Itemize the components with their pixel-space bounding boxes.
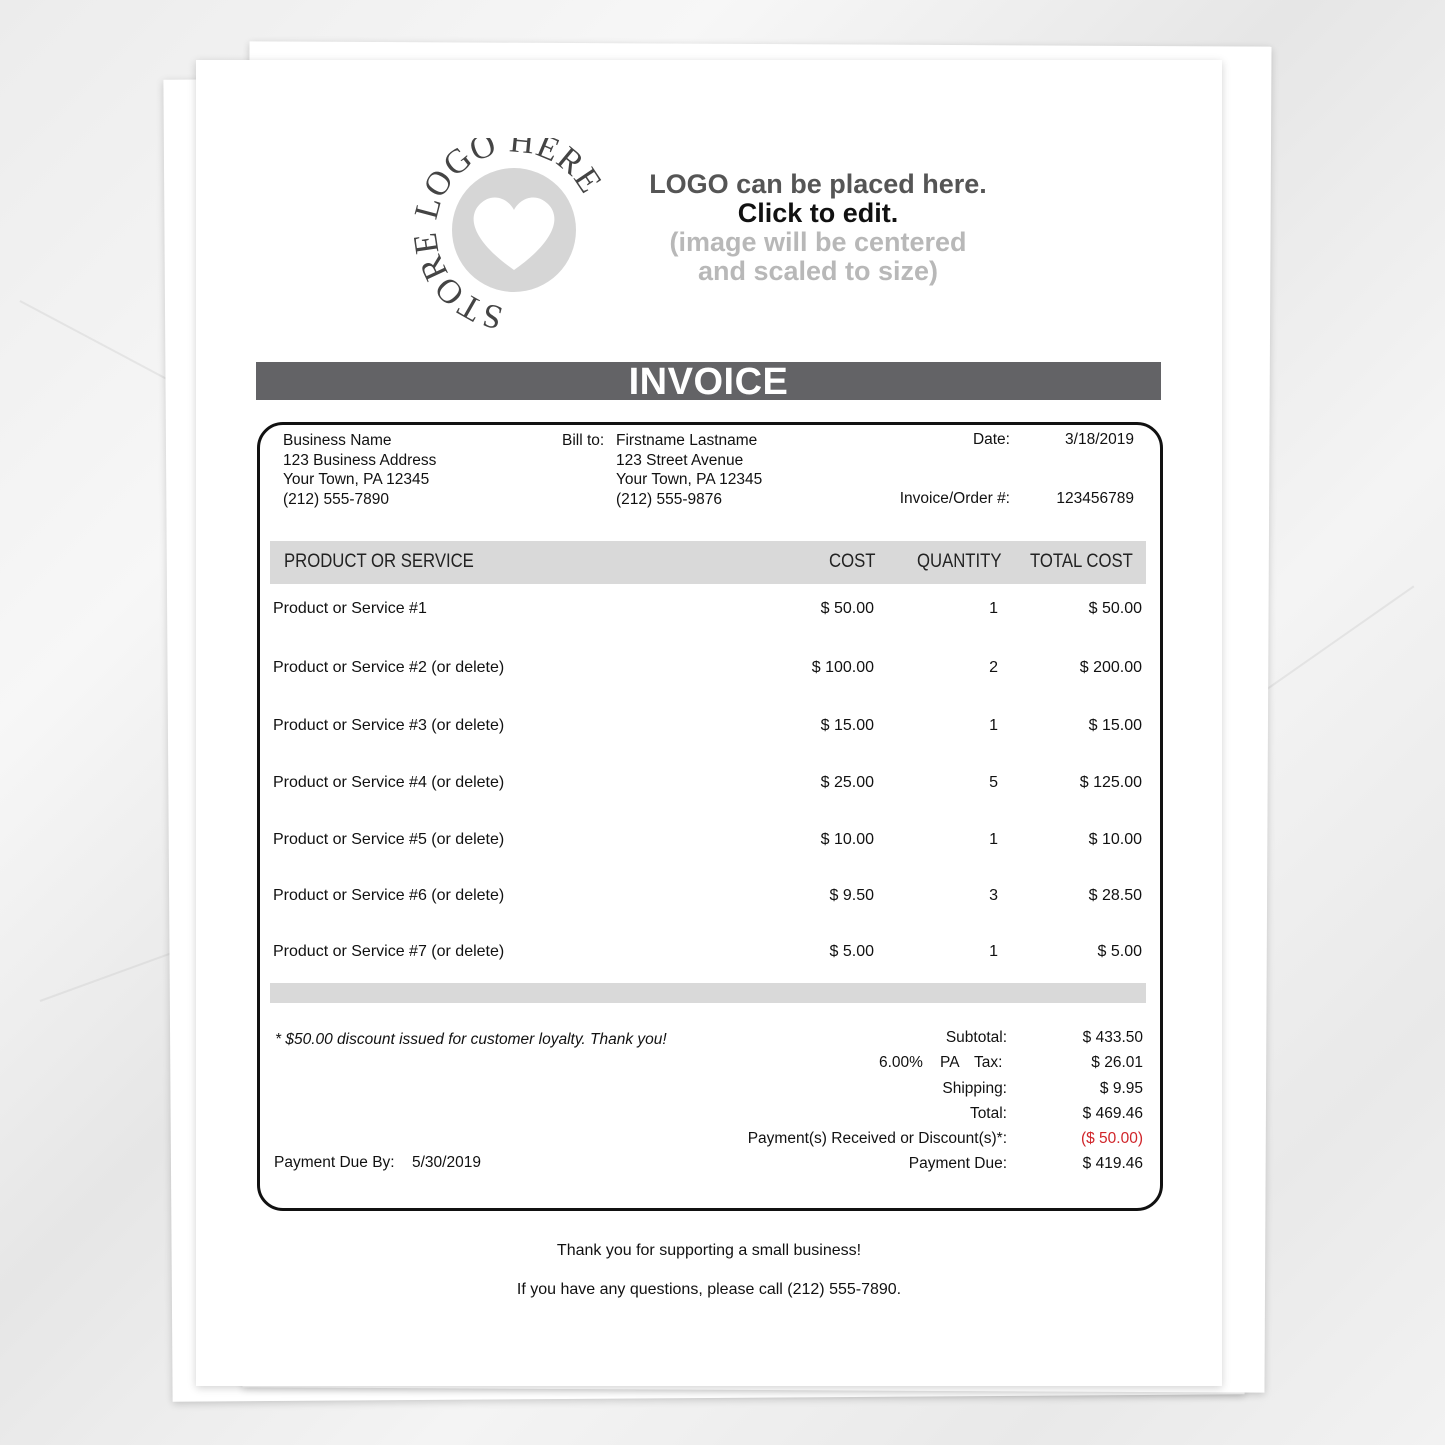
logo-ring-text: STOR OGO HERE — [414, 138, 610, 328]
item-cost[interactable]: $ 15.00 — [820, 717, 874, 734]
shipping-value[interactable]: $ 9.95 — [1099, 1080, 1143, 1097]
col-quantity: QUANTITY — [917, 551, 1002, 572]
invoice-date[interactable]: 3/18/2019 — [1065, 431, 1134, 448]
col-total: TOTAL COST — [1030, 551, 1133, 572]
item-quantity[interactable]: 1 — [989, 717, 998, 734]
store-logo[interactable] — [414, 138, 614, 328]
date-label: Date: — [972, 431, 1010, 448]
item-description[interactable]: Product or Service #1 — [273, 600, 427, 617]
tax-state[interactable]: PA — [940, 1054, 960, 1071]
item-total[interactable]: $ 28.50 — [1088, 887, 1142, 904]
logo-line-4: and scaled to size) — [697, 256, 939, 286]
item-quantity[interactable]: 1 — [989, 831, 998, 848]
payments-label: Payment(s) Received or Discount(s)*: — [747, 1130, 1007, 1147]
item-cost[interactable]: $ 10.00 — [820, 831, 874, 848]
bill-to-name[interactable]: Firstname Lastname — [616, 432, 758, 449]
item-quantity[interactable]: 5 — [989, 774, 998, 791]
business-address[interactable]: 123 Business Address — [283, 452, 437, 469]
payment-due-by-date[interactable]: 5/30/2019 — [412, 1154, 481, 1171]
business-city[interactable]: Your Town, PA 12345 — [283, 471, 430, 488]
item-description[interactable]: Product or Service #5 (or delete) — [273, 831, 505, 848]
heart-logo-icon — [414, 138, 614, 328]
item-quantity[interactable]: 3 — [989, 887, 998, 904]
item-total[interactable]: $ 50.00 — [1088, 600, 1142, 617]
item-quantity[interactable]: 1 — [989, 600, 998, 617]
subtotal-value: $ 433.50 — [1082, 1029, 1143, 1046]
subtotal-label: Subtotal: — [945, 1029, 1007, 1046]
logo-placeholder-text[interactable] — [598, 170, 1038, 286]
item-total[interactable]: $ 125.00 — [1079, 774, 1142, 791]
thank-you-message: Thank you for supporting a small business! — [556, 1242, 862, 1259]
logo-line-1: LOGO can be placed here. — [649, 169, 987, 199]
total-label: Total: — [969, 1105, 1007, 1122]
tax-label: Tax: — [974, 1054, 1003, 1071]
item-cost[interactable]: $ 50.00 — [820, 600, 874, 617]
bill-to-address[interactable]: 123 Street Avenue — [616, 452, 744, 469]
table-footer-band — [270, 983, 1146, 1003]
logo-line-3: (image will be centered — [669, 227, 967, 257]
item-cost[interactable]: $ 5.00 — [829, 943, 874, 960]
item-total[interactable]: $ 5.00 — [1097, 943, 1142, 960]
invoice-title: INVOICE — [256, 362, 1161, 400]
payment-due-by-label: Payment Due By: — [274, 1154, 395, 1171]
item-quantity[interactable]: 1 — [989, 943, 998, 960]
order-number[interactable]: 123456789 — [1056, 490, 1134, 507]
item-description[interactable]: Product or Service #4 (or delete) — [273, 774, 505, 791]
business-name[interactable]: Business Name — [283, 432, 392, 449]
item-total[interactable]: $ 15.00 — [1088, 717, 1142, 734]
item-cost[interactable]: $ 9.50 — [829, 887, 874, 904]
item-cost[interactable]: $ 100.00 — [811, 659, 874, 676]
bill-to-phone[interactable]: (212) 555-9876 — [616, 491, 722, 508]
tax-rate[interactable]: 6.00% — [879, 1054, 923, 1071]
item-description[interactable]: Product or Service #6 (or delete) — [273, 887, 505, 904]
bill-to-city[interactable]: Your Town, PA 12345 — [616, 471, 763, 488]
discount-note[interactable]: * $50.00 discount issued for customer loyalty. Thank you! — [275, 1031, 667, 1048]
item-total[interactable]: $ 200.00 — [1079, 659, 1142, 676]
questions-message: If you have any questions, please call (212) 555-7890. — [516, 1281, 902, 1298]
item-cost[interactable]: $ 25.00 — [820, 774, 874, 791]
item-quantity[interactable]: 2 — [989, 659, 998, 676]
logo-line-2: Click to edit. — [737, 198, 899, 228]
item-description[interactable]: Product or Service #7 (or delete) — [273, 943, 505, 960]
col-cost: COST — [829, 551, 876, 572]
payments-value[interactable]: ($ 50.00) — [1080, 1130, 1143, 1147]
item-description[interactable]: Product or Service #2 (or delete) — [273, 659, 505, 676]
total-value: $ 469.46 — [1082, 1105, 1143, 1122]
bill-to-label: Bill to: — [562, 432, 605, 449]
order-label: Invoice/Order #: — [899, 490, 1010, 507]
marble-vein — [40, 945, 191, 1002]
marble-vein — [1249, 585, 1414, 701]
item-description[interactable]: Product or Service #3 (or delete) — [273, 717, 505, 734]
tax-value: $ 26.01 — [1091, 1054, 1143, 1071]
business-phone[interactable]: (212) 555-7890 — [283, 491, 389, 508]
item-total[interactable]: $ 10.00 — [1088, 831, 1142, 848]
payment-due-label: Payment Due: — [908, 1155, 1007, 1172]
col-product: PRODUCT OR SERVICE — [284, 551, 474, 572]
payment-due-value: $ 419.46 — [1082, 1155, 1143, 1172]
shipping-label: Shipping: — [942, 1080, 1007, 1097]
